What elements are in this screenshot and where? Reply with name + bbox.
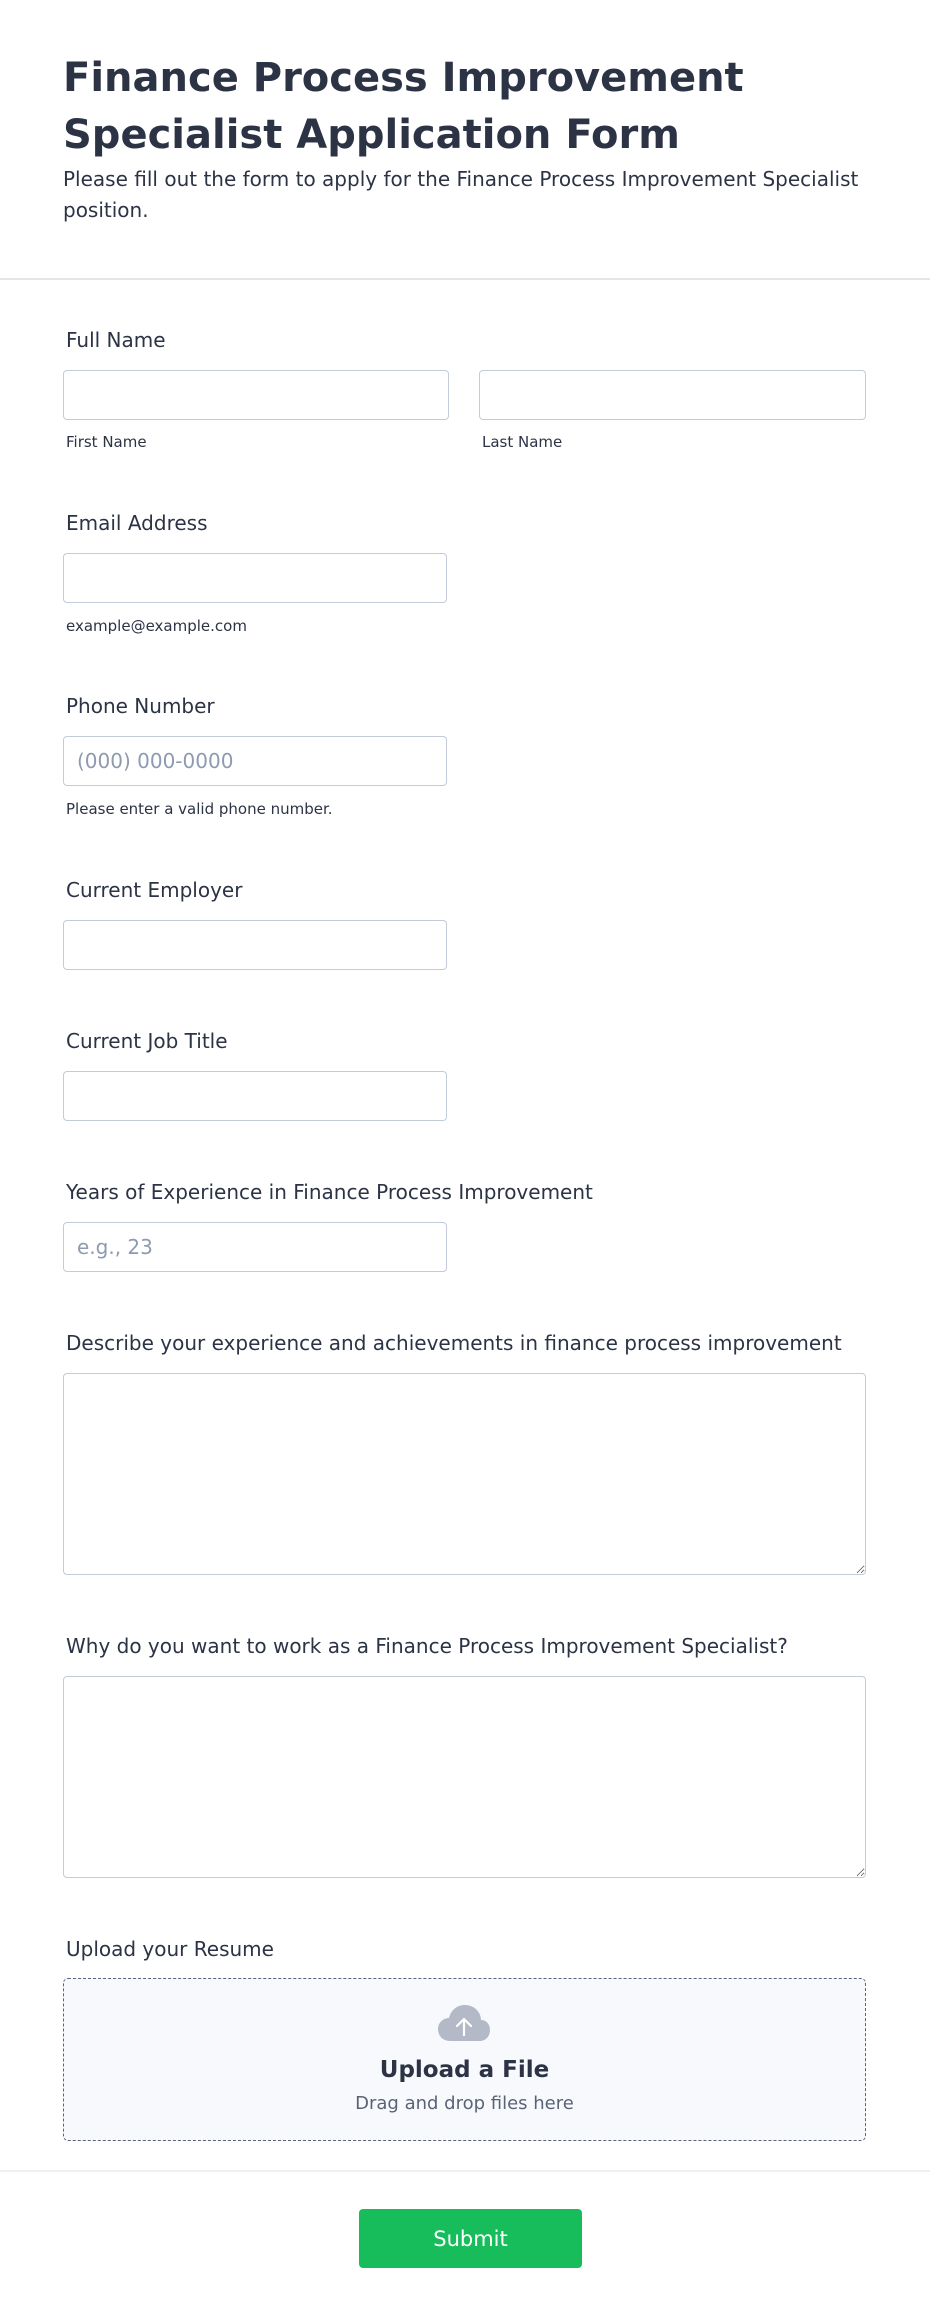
employer-label: Current Employer	[66, 878, 243, 902]
phone-input[interactable]	[63, 736, 447, 786]
form-title: Finance Process Improvement Specialist Application Form	[63, 55, 744, 158]
last-name-input[interactable]	[479, 370, 866, 420]
job-title-input[interactable]	[63, 1071, 447, 1121]
email-input[interactable]	[63, 553, 447, 603]
employer-input[interactable]	[63, 920, 447, 970]
last-name-sublabel: Last Name	[482, 433, 563, 451]
cloud-upload-icon	[436, 2003, 492, 2043]
resume-label: Upload your Resume	[66, 1937, 274, 1961]
years-experience-label: Years of Experience in Finance Process Improvement	[66, 1180, 593, 1204]
first-name-sublabel: First Name	[66, 433, 147, 451]
upload-title: Upload a File	[379, 2057, 550, 2083]
email-label: Email Address	[66, 511, 208, 535]
years-experience-input[interactable]	[63, 1222, 447, 1272]
phone-sublabel: Please enter a valid phone number.	[66, 800, 333, 818]
experience-label: Describe your experience and achievements in finance process improvement	[66, 1331, 842, 1355]
experience-textarea[interactable]	[63, 1373, 866, 1575]
form-subtitle: Please fill out the form to apply for the Finance Process Improvement Specialist position.	[63, 167, 859, 222]
motivation-label: Why do you want to work as a Finance Process Improvement Specialist?	[66, 1634, 788, 1658]
phone-label: Phone Number	[66, 694, 215, 718]
motivation-textarea[interactable]	[63, 1676, 866, 1878]
full-name-label: Full Name	[66, 328, 166, 352]
footer-divider	[0, 2170, 930, 2172]
submit-button[interactable]: Submit	[359, 2209, 582, 2268]
job-title-label: Current Job Title	[66, 1029, 228, 1053]
email-sublabel: example@example.com	[66, 617, 247, 635]
form-header	[0, 0, 930, 280]
resume-upload-dropzone[interactable]	[63, 1978, 866, 2141]
upload-subtitle: Drag and drop files here	[355, 2093, 574, 2114]
first-name-input[interactable]	[63, 370, 449, 420]
